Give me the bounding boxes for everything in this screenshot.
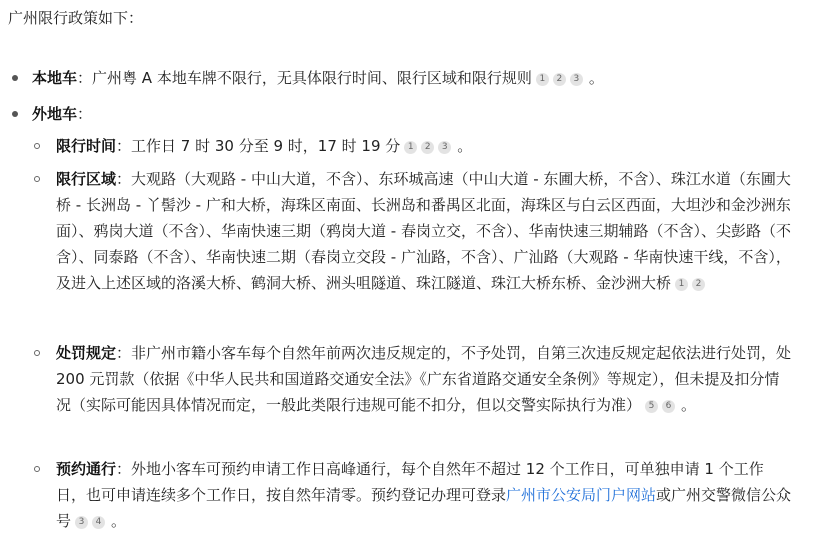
citation-badge[interactable]: 3: [75, 516, 88, 529]
penalty-text: ：非广州市籍小客车每个自然年前两次违反规定的，不予处罚，自第三次违反规定起依法进行处罚，处 200 元罚款（依据《中华人民共和国道路交通安全法》《广东省道路交通安全条例》等规定），但未提及扣分情况（实际可能因具体情况而定，一般此类限行违规可能不扣分，但以交警实际执行为准）: [56, 344, 792, 414]
local-colon: ：: [77, 69, 93, 87]
bullet-disc: [12, 111, 18, 117]
time-text: ：工作日 7 时 30 分至 9 时，17 时 19 分: [116, 137, 401, 155]
booking-text-2: 或广州交警微信公众号: [56, 486, 792, 530]
booking-end: 。: [111, 512, 127, 530]
citation-badge[interactable]: 2: [421, 141, 434, 154]
bullet-circle: [34, 350, 40, 356]
local-label: 本地车: [32, 69, 78, 87]
bullet-circle: [34, 143, 40, 149]
local-text-line: [32, 65, 604, 91]
police-portal-link[interactable]: 广州市公安局门户网站: [506, 486, 657, 504]
bullet-circle: [34, 466, 40, 472]
penalty-end: 。: [681, 396, 697, 414]
citation-badge[interactable]: 2: [553, 73, 566, 86]
intro-text: 广州限行政策如下：: [8, 9, 144, 27]
bullet-disc: [12, 75, 18, 81]
citation-badge[interactable]: 5: [645, 400, 658, 413]
time-end: 。: [457, 137, 473, 155]
citation-badge[interactable]: 2: [692, 278, 705, 291]
citation-badge[interactable]: 3: [438, 141, 451, 154]
local-end: 。: [588, 69, 604, 87]
citation-badge[interactable]: 4: [92, 516, 105, 529]
penalty-label: 处罚规定: [56, 344, 117, 362]
booking-label: 预约通行: [56, 460, 117, 478]
nonlocal-colon: ：: [77, 105, 93, 123]
local-text: 广州粤 A 本地车牌不限行，无具体限行时间、限行区域和限行规则: [92, 69, 532, 87]
citation-badge[interactable]: 3: [570, 73, 583, 86]
citation-badge[interactable]: 1: [675, 278, 688, 291]
citation-badge[interactable]: 6: [662, 400, 675, 413]
nonlocal-label: 外地车: [32, 105, 78, 123]
area-label: 限行区域: [56, 170, 117, 188]
booking-text: ：外地小客车可预约申请工作日高峰通行，每个自然年不超过 12 个工作日，可单独申请 1 个工作日，也可申请连续多个工作日，按自然年清零。预约登记办理可登录: [56, 460, 764, 504]
citation-badge[interactable]: 1: [536, 73, 549, 86]
area-text: ：大观路（大观路 - 中山大道，不含）、东环城高速（中山大道 - 东圃大桥，不含）、珠江水道（东圃大桥 - 长洲岛 - 丫髻沙 - 广和大桥，海珠区南面、长洲岛和番禺区北面，海珠区与白云区西面，大坦沙和金沙洲东面）、鸦岗大道（不含）、华南快速三期（鸦岗大道 - 春岗立交，不含）、华南快速三期辅路（不含）、尖彭路（不含）、同泰路（不含）、华南快速二期（春岗立交段 - 广汕路，不含）、广汕路（大观路 - 华南快速干线，不含），及进入上述区域的洛溪大桥、鹤洞大桥、洲头咀隧道、珠江隧道、珠江大桥东桥、金沙洲大桥: [56, 170, 791, 292]
citation-badge[interactable]: 1: [404, 141, 417, 154]
time-label: 限行时间: [56, 137, 117, 155]
bullet-circle: [34, 176, 40, 182]
